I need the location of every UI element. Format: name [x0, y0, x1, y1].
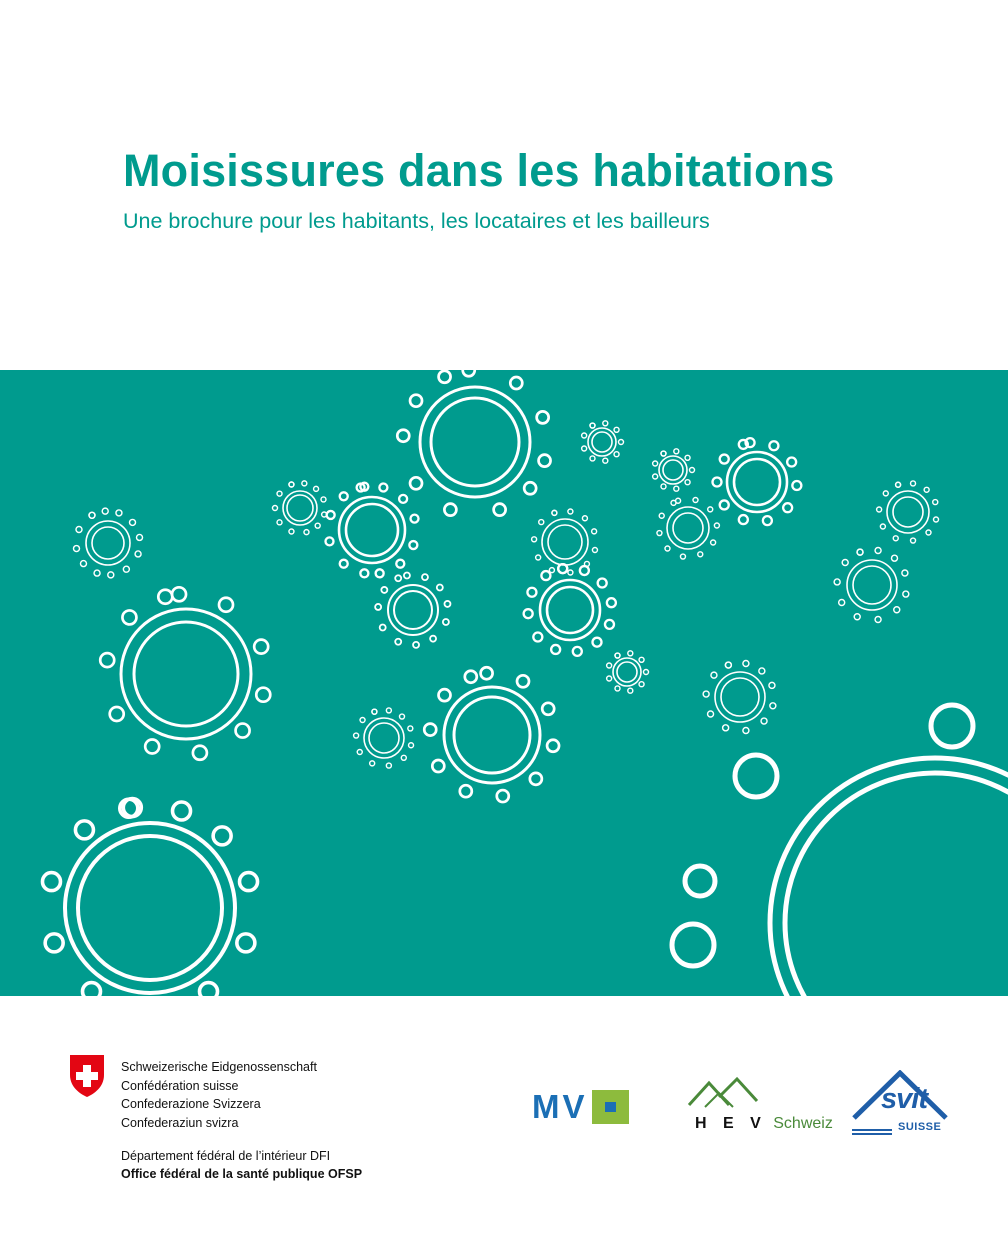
spore-ring	[386, 763, 391, 768]
spore-ring	[931, 705, 973, 747]
spore-ring	[720, 455, 729, 464]
spore-ring	[399, 495, 407, 503]
spore-ring	[254, 640, 268, 654]
spore-ring	[847, 560, 897, 610]
spore-ring	[302, 481, 307, 486]
spore-ring	[763, 516, 772, 525]
spore-ring	[283, 491, 317, 525]
spore-ring	[674, 486, 679, 491]
spore-ring	[659, 513, 664, 518]
spore-ring	[839, 600, 845, 606]
spore-ring	[481, 667, 493, 679]
svit-logo-subtitle: SUISSE	[898, 1121, 942, 1133]
spore-ring	[541, 571, 550, 580]
spore-ring	[460, 785, 472, 797]
spore-ring	[533, 632, 542, 641]
spore-ring	[603, 421, 608, 426]
spore-ring	[395, 639, 401, 645]
spore-ring	[685, 455, 690, 460]
spore-ring	[396, 560, 404, 568]
spore-ring	[537, 411, 549, 423]
spore-ring	[273, 506, 278, 511]
spore-ring	[547, 740, 559, 752]
spore-ring	[875, 616, 881, 622]
spore-ring	[854, 614, 860, 620]
svit-suisse-logo	[850, 1070, 950, 1140]
spore-ring	[924, 487, 929, 492]
spore-ring	[685, 480, 690, 485]
spore-ring	[321, 497, 326, 502]
hev-roof-icon	[685, 1075, 765, 1111]
spore-ring	[443, 619, 449, 625]
spore-ring	[672, 924, 714, 966]
spore-ring	[497, 790, 509, 802]
spore-ring	[145, 740, 159, 754]
spore-ring	[628, 651, 633, 656]
spore-ring	[314, 486, 319, 491]
spore-ring	[703, 691, 709, 697]
spore-pattern	[0, 370, 1008, 996]
confederation-line: Confédération suisse	[121, 1078, 239, 1093]
spore-ring	[277, 491, 282, 496]
spore-ring	[834, 579, 840, 585]
spore-ring	[603, 458, 608, 463]
mv-logo	[532, 1090, 629, 1124]
spore-ring	[653, 474, 658, 479]
spore-ring	[568, 509, 573, 514]
spore-ring	[524, 609, 533, 618]
spore-ring	[123, 566, 129, 572]
spore-ring	[690, 468, 695, 473]
spore-ring	[397, 430, 409, 442]
spore-ring	[102, 508, 108, 514]
spore-ring	[219, 598, 233, 612]
spore-ring	[769, 682, 775, 688]
spore-ring	[711, 540, 716, 545]
spore-ring	[158, 590, 172, 604]
spore-ring	[934, 517, 939, 522]
spore-ring	[78, 836, 222, 980]
confederation-line: Confederazione Svizzera	[121, 1097, 261, 1111]
spore-ring	[770, 703, 776, 709]
spore-ring	[454, 697, 530, 773]
spore-ring	[369, 723, 399, 753]
spore-ring	[409, 743, 414, 748]
spore-ring	[437, 585, 443, 591]
spore-ring	[761, 718, 767, 724]
spore-ring	[277, 520, 282, 525]
spore-ring	[607, 598, 616, 607]
spore-ring	[542, 703, 554, 715]
spore-ring	[236, 724, 250, 738]
spore-ring	[590, 456, 595, 461]
spore-ring	[304, 530, 309, 535]
spore-ring	[411, 515, 419, 523]
spore-ring	[364, 718, 404, 758]
spore-ring	[735, 755, 777, 797]
mv-logo-square-icon	[592, 1090, 629, 1124]
spore-ring	[375, 604, 381, 610]
spore-ring	[911, 538, 916, 543]
spore-ring	[357, 750, 362, 755]
spore-ring	[517, 675, 529, 687]
spore-ring	[134, 622, 238, 726]
spore-ring	[769, 441, 778, 450]
spore-ring	[665, 546, 670, 551]
page-title: Moisissures dans les habitations	[123, 145, 835, 196]
spore-ring	[720, 500, 729, 509]
spore-ring	[759, 668, 765, 674]
spore-ring	[536, 555, 541, 560]
spore-ring	[399, 714, 404, 719]
spore-ring	[121, 609, 251, 739]
spore-ring	[360, 718, 365, 723]
spore-ring	[325, 537, 333, 545]
spore-ring	[381, 587, 387, 593]
spore-ring	[615, 653, 620, 658]
spore-ring	[598, 579, 607, 588]
spore-ring	[857, 549, 863, 555]
spore-ring	[657, 531, 662, 536]
spore-ring	[346, 504, 398, 556]
spore-ring	[933, 500, 938, 505]
spore-ring	[903, 591, 909, 597]
spore-ring	[465, 671, 477, 683]
spore-ring	[628, 688, 633, 693]
hev-schweiz-logo	[683, 1075, 833, 1135]
spore-ring	[582, 516, 587, 521]
spore-ring	[617, 662, 637, 682]
spore-ring	[73, 546, 79, 552]
spore-ring	[116, 510, 122, 516]
confederation-names	[121, 1058, 317, 1132]
spore-ring	[289, 482, 294, 487]
spore-ring	[715, 672, 765, 722]
spore-ring	[607, 663, 612, 668]
spore-ring	[592, 548, 597, 553]
spore-ring	[614, 452, 619, 457]
spore-ring	[410, 477, 422, 489]
spore-ring	[360, 569, 368, 577]
spore-ring	[510, 377, 522, 389]
spore-ring	[413, 642, 419, 648]
spore-ring	[430, 636, 436, 642]
spore-ring	[725, 662, 731, 668]
department-name: Département fédéral de l’intérieur DFI	[121, 1149, 331, 1163]
spore-ring	[527, 588, 536, 597]
spore-ring	[605, 620, 614, 629]
spore-ring	[424, 724, 436, 736]
spore-ring	[122, 610, 136, 624]
spore-ring	[92, 527, 124, 559]
spore-ring	[770, 758, 1008, 996]
spore-ring	[877, 507, 882, 512]
spore-ring	[42, 873, 60, 891]
hev-logo-subtitle: Schweiz	[773, 1115, 833, 1132]
spore-ring	[339, 497, 405, 563]
spore-ring	[431, 398, 519, 486]
spore-ring	[739, 515, 748, 524]
spore-ring	[614, 427, 619, 432]
spore-ring	[237, 934, 255, 952]
spore-ring	[783, 503, 792, 512]
spore-ring	[463, 370, 475, 376]
spore-ring	[590, 423, 595, 428]
spore-ring	[713, 478, 722, 487]
spore-ring	[734, 459, 780, 505]
spore-ring	[340, 560, 348, 568]
spore-ring	[444, 601, 450, 607]
spore-ring	[698, 552, 703, 557]
spore-ring	[661, 451, 666, 456]
spore-ring	[542, 519, 588, 565]
mold-spore-illustration	[0, 370, 1008, 996]
spore-ring	[568, 570, 573, 575]
spore-ring	[902, 570, 908, 576]
spore-ring	[883, 491, 888, 496]
spore-ring	[173, 802, 191, 820]
spore-ring	[240, 873, 258, 891]
spore-ring	[661, 484, 666, 489]
spore-ring	[592, 432, 612, 452]
spore-ring	[213, 827, 231, 845]
spore-ring	[100, 653, 114, 667]
spore-ring	[619, 440, 624, 445]
spore-ring	[82, 983, 100, 996]
spore-ring	[727, 452, 787, 512]
mv-logo-text: MV	[532, 1088, 588, 1125]
spore-ring	[721, 678, 759, 716]
spore-ring	[340, 492, 348, 500]
spore-ring	[372, 709, 377, 714]
spore-ring	[582, 433, 587, 438]
spore-ring	[315, 523, 320, 528]
swiss-coat-of-arms-icon	[68, 1053, 106, 1099]
spore-ring	[380, 625, 386, 631]
spore-ring	[193, 746, 207, 760]
spore-ring	[673, 513, 703, 543]
spore-ring	[723, 725, 729, 731]
spore-ring	[256, 688, 270, 702]
spore-ring	[671, 500, 676, 505]
confederation-line: Confederaziun svizra	[121, 1115, 239, 1130]
spore-ring	[787, 458, 796, 467]
confederation-line: Schweizerische Eidgenossenschaft	[121, 1060, 317, 1074]
spore-ring	[444, 504, 456, 516]
spore-ring	[395, 575, 401, 581]
spore-ring	[327, 511, 335, 519]
spore-ring	[409, 541, 417, 549]
spore-ring	[547, 587, 593, 633]
office-name: Office fédéral de la santé publique OFSP	[121, 1167, 363, 1181]
spore-ring	[792, 481, 801, 490]
spore-ring	[130, 519, 136, 525]
spore-ring	[287, 495, 313, 521]
spore-ring	[891, 555, 897, 561]
spore-ring	[376, 569, 384, 577]
spore-ring	[94, 570, 100, 576]
spore-ring	[45, 934, 63, 952]
spore-ring	[432, 760, 444, 772]
spore-ring	[552, 510, 557, 515]
spore-ring	[108, 572, 114, 578]
spore-ring	[548, 525, 582, 559]
spore-ring	[592, 638, 601, 647]
spore-ring	[539, 520, 544, 525]
spore-ring	[494, 504, 506, 516]
spore-ring	[615, 686, 620, 691]
spore-ring	[639, 657, 644, 662]
spore-ring	[379, 483, 387, 491]
spore-ring	[894, 607, 900, 613]
spore-ring	[532, 537, 537, 542]
spore-ring	[172, 587, 186, 601]
spore-ring	[743, 661, 749, 667]
spore-ring	[551, 645, 560, 654]
spore-ring	[680, 554, 685, 559]
spore-ring	[714, 523, 719, 528]
hev-logo-letters: H E V	[695, 1115, 767, 1132]
spore-ring	[926, 530, 931, 535]
spore-ring	[708, 711, 714, 717]
spore-ring	[439, 689, 451, 701]
spore-ring	[893, 497, 923, 527]
spore-ring	[401, 755, 406, 760]
spore-ring	[137, 534, 143, 540]
svit-logo-text: svit	[881, 1083, 927, 1115]
spore-ring	[420, 387, 530, 497]
spore-ring	[653, 461, 658, 466]
spore-ring	[674, 449, 679, 454]
spore-ring	[530, 773, 542, 785]
spore-ring	[289, 529, 294, 534]
spore-ring	[663, 460, 683, 480]
spore-ring	[135, 551, 141, 557]
spore-ring	[540, 580, 600, 640]
spore-ring	[875, 548, 881, 554]
spore-ring	[639, 682, 644, 687]
spore-ring	[110, 707, 124, 721]
spore-ring	[853, 566, 891, 604]
spore-ring	[386, 708, 391, 713]
spore-ring	[80, 561, 86, 567]
spore-ring	[65, 823, 235, 993]
spore-ring	[439, 371, 451, 383]
spore-ring	[388, 585, 438, 635]
spore-ring	[76, 526, 82, 532]
spore-ring	[422, 574, 428, 580]
spore-ring	[693, 497, 698, 502]
spore-ring	[644, 670, 649, 675]
spore-ring	[592, 529, 597, 534]
spore-ring	[408, 726, 413, 731]
spore-ring	[685, 866, 715, 896]
spore-ring	[75, 821, 93, 839]
spore-ring	[743, 727, 749, 733]
spore-ring	[711, 672, 717, 678]
spore-ring	[410, 395, 422, 407]
spore-ring	[539, 455, 551, 467]
spore-ring	[89, 512, 95, 518]
spore-ring	[582, 446, 587, 451]
spore-ring	[708, 507, 713, 512]
spore-ring	[573, 647, 582, 656]
spore-ring	[404, 573, 410, 579]
spore-ring	[370, 761, 375, 766]
spore-ring	[200, 983, 218, 996]
spore-ring	[524, 482, 536, 494]
spore-ring	[896, 482, 901, 487]
spore-ring	[911, 481, 916, 486]
spore-ring	[842, 560, 848, 566]
spore-ring	[607, 676, 612, 681]
spore-ring	[394, 591, 432, 629]
spore-ring	[893, 536, 898, 541]
spore-ring	[880, 524, 885, 529]
spore-ring	[444, 687, 540, 783]
spore-ring	[580, 566, 589, 575]
spore-ring	[354, 733, 359, 738]
page-subtitle: Une brochure pour les habitants, les locataires et les bailleurs	[123, 209, 710, 233]
